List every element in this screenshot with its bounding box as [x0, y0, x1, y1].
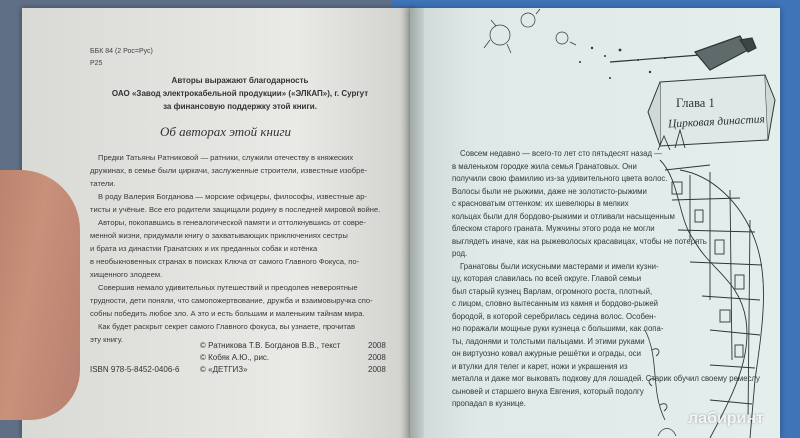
- para-line: и брата из династии Гранатских и их преданных собак и котёнка: [90, 244, 318, 253]
- body-line: род.: [452, 249, 468, 258]
- body-line: с красноватым оттенком: их шевелюры в мелких: [452, 199, 629, 208]
- para-line: менной жизни, придумали книгу о захватывающих приключениях сестры: [90, 231, 348, 240]
- credit-text: © Кобяк А.Ю., рис.: [200, 353, 270, 362]
- credit-year: 2008: [368, 365, 386, 374]
- body-line: пропадал в кузнице.: [452, 399, 526, 408]
- section-title: Об авторах этой книги: [160, 124, 292, 139]
- credit-text: © Ратникова Т.В. Богданов В.В., текст: [200, 341, 341, 350]
- bbk-code: ББК 84 (2 Рос=Рус): [90, 48, 153, 55]
- catalog-code: Р25: [90, 60, 103, 67]
- para-line: Как будет раскрыт секрет самого Главного фокуса, вы узнаете, прочитав: [98, 322, 356, 331]
- sparkle-icon: [579, 47, 666, 79]
- body-line: металла и даже мог выковать подкову для лошадей. Старик обучил своему ремеслу: [452, 374, 760, 383]
- body-line: с лицом, словно вытесанным из камня и бордово-рыжей: [452, 299, 659, 308]
- about-authors-text: [90, 152, 390, 352]
- body-line: Волосы были не рыжими, даже не золотисто-рыжими: [452, 186, 647, 196]
- body-line: он виртуозно ковал ажурные решётки и ограды, оси: [452, 349, 641, 358]
- thanks-line-1: Авторы выражают благодарность: [171, 76, 309, 85]
- labirint-watermark: лабиринт: [688, 410, 764, 427]
- dandelion-icon: [484, 9, 576, 53]
- hand: [0, 170, 80, 420]
- body-line: блеском старого граната. Мужчины этого рода не могли: [452, 224, 655, 233]
- body-line: в маленьком городке жила семья Гранатовых. Они: [452, 161, 637, 171]
- body-line: выглядеть иначе, как на рыжеволосых красавицах, чтобы не потерять: [452, 236, 707, 246]
- body-line: цу, которая славилась по всей округе. Главой семьи: [452, 274, 642, 283]
- chapter-title: Цирковая династия: [667, 113, 766, 131]
- para-line: трудности, дети поняли, что самопожертвование, дружба и взаимовыручка спо-: [90, 296, 373, 305]
- para-line: Совершив немало удивительных путешествий и преодолев невероятные: [98, 283, 358, 292]
- body-line: бородой, в которой серебрилась седина волос. Особен-: [452, 311, 657, 321]
- para-line: эту книгу.: [90, 335, 123, 344]
- thanks-line-3: за финансовую поддержку этой книги.: [163, 102, 317, 111]
- copyright-block: [90, 340, 390, 380]
- para-line: татели.: [90, 179, 116, 188]
- isbn: ISBN 978-5-8452-0406-6: [90, 365, 180, 374]
- para-line: Предки Татьяны Ратниковой — ратники, служили отечеству в княжеских: [98, 153, 354, 162]
- credit-year: 2008: [368, 353, 386, 362]
- body-line: кольцах были для бордово-рыжими и отливали насыщенным: [452, 211, 675, 221]
- para-line: в необыкновенных странах в поисках Ключа от самого Главного Фокуса, по-: [90, 257, 360, 266]
- body-line: ты, ладонями и толстыми пальцами. И этими руками: [452, 336, 645, 346]
- credit-text: © «ДЕТГИЗ»: [200, 365, 248, 374]
- para-line: дружинах, в семье были циркачи, заслуженные строители, известные изобре-: [90, 166, 368, 175]
- chapter-label: Глава 1: [676, 96, 715, 110]
- credit-year: 2008: [368, 341, 386, 350]
- body-line: сыновей и старшего внука Евгения, который подолгу: [452, 386, 644, 396]
- chapter-body-text: [452, 148, 760, 418]
- body-line: был старый кузнец Варлам, огромного роста, плотный,: [452, 286, 653, 296]
- body-line: но поражали мощные руки кузнеца с большими, как лопа-: [452, 324, 664, 333]
- body-line: Гранатовы были искусными мастерами и имели кузни-: [460, 261, 659, 271]
- wand-icon: [610, 36, 756, 70]
- para-line: тисты и учёные. Все его родители защищали родину в последней мировой войне.: [90, 205, 381, 214]
- para-line: собны победить любое зло. А это и есть большим и маленьким тайнам мира.: [90, 309, 365, 318]
- para-line: хищенного злодеем.: [90, 270, 163, 279]
- body-line: Совсем недавно — всего-то лет сто пятьдесят назад —: [460, 149, 662, 158]
- para-line: Авторы, покопавшись в генеалогической памяти и оттолкнувшись от совре-: [98, 218, 366, 227]
- body-line: получили свою фамилию из-за удивительного цвета волос.: [452, 174, 668, 183]
- body-line: и втулки для телег и карет, ножи и украшения из: [452, 361, 628, 371]
- thanks-line-2: ОАО «Завод электрокабельной продукции» («ЭЛКАП»), г. Сургут: [111, 89, 369, 98]
- para-line: В роду Валерия Богданова — морские офицеры, философы, известные ар-: [98, 192, 367, 201]
